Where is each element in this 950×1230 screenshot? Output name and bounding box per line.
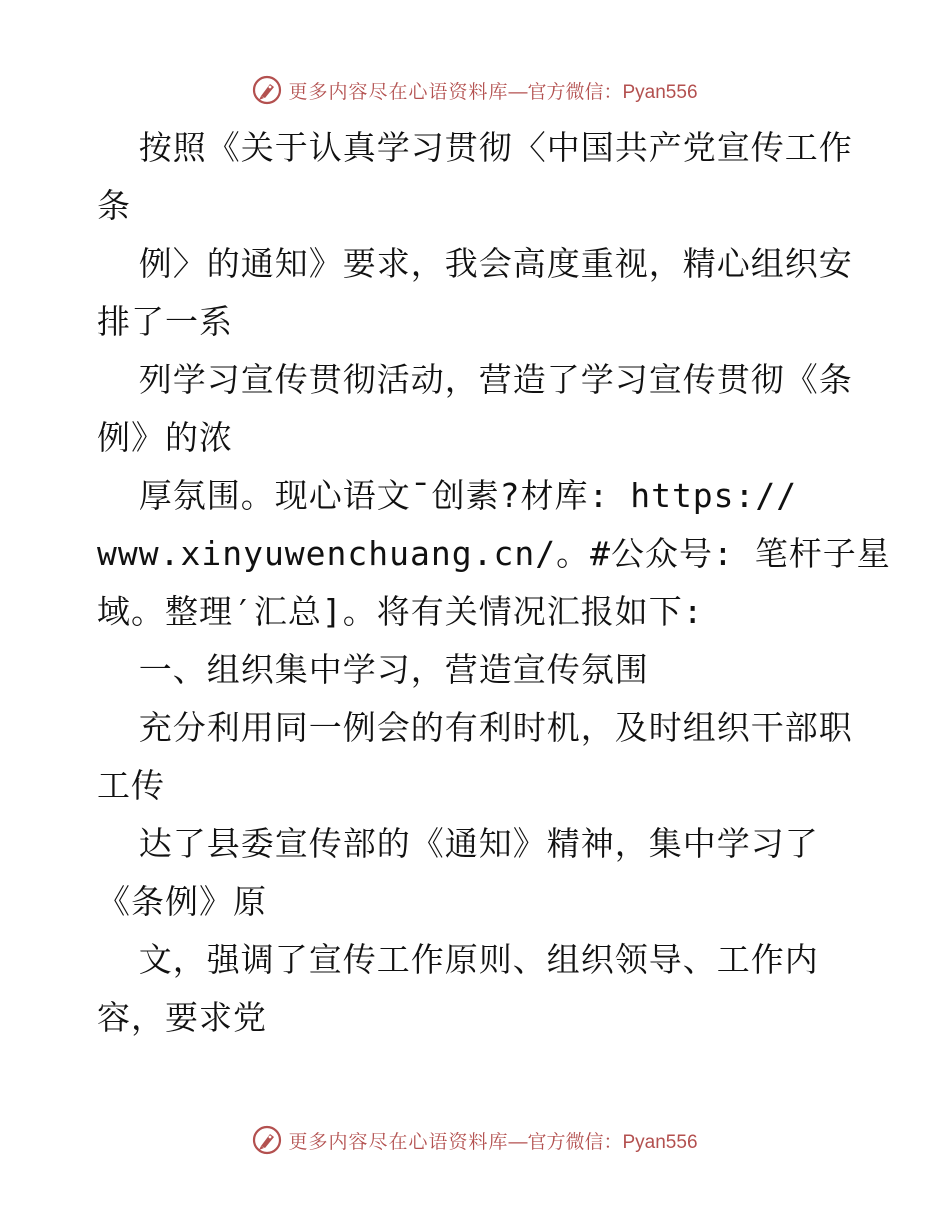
footer-banner-text <box>288 1127 697 1154</box>
section-heading: 一、组织集中学习，营造宣传氛围 <box>97 650 649 689</box>
footer-banner <box>0 1120 950 1160</box>
pen-nib-logo-icon <box>252 75 282 105</box>
body-line: 厚氛围。现心语文¯创素?材库: https:// <box>97 476 798 515</box>
document-body <box>97 119 891 1047</box>
body-line: 文，强调了宣传工作原则、组织领导、工作内 <box>97 940 819 979</box>
body-line: 按照《关于认真学习贯彻〈中国共产党宣传工作 <box>97 128 853 167</box>
body-line: 列学习宣传贯彻活动，营造了学习宣传贯彻《条 <box>97 360 853 399</box>
body-line: 工传 <box>97 766 165 805</box>
body-line: 容，要求党 <box>97 998 267 1037</box>
header-banner-main: 更多内容尽在心语资料库 <box>288 80 509 103</box>
header-banner-text <box>288 77 697 104</box>
body-line: www.xinyuwenchuang.cn/。#公众号: 笔杆子星 <box>97 534 891 573</box>
footer-banner-wechat: —官方微信：Pyan556 <box>508 1131 698 1153</box>
header-banner <box>0 70 950 110</box>
body-line: 排了一系 <box>97 302 233 341</box>
pen-nib-logo-icon <box>252 1125 282 1155</box>
body-line: 例》的浓 <box>97 418 233 457</box>
body-line: 域。整理′汇总]。将有关情况汇报如下: <box>97 592 704 631</box>
footer-banner-main: 更多内容尽在心语资料库 <box>288 1130 509 1153</box>
body-line: 达了县委宣传部的《通知》精神，集中学习了 <box>97 824 819 863</box>
body-line: 《条例》原 <box>97 882 267 921</box>
body-line: 条 <box>97 186 131 225</box>
body-line: 例〉的通知》要求，我会高度重视，精心组织安 <box>97 244 853 283</box>
body-line: 充分利用同一例会的有利时机，及时组织干部职 <box>97 708 853 747</box>
header-banner-wechat: —官方微信：Pyan556 <box>508 81 698 103</box>
